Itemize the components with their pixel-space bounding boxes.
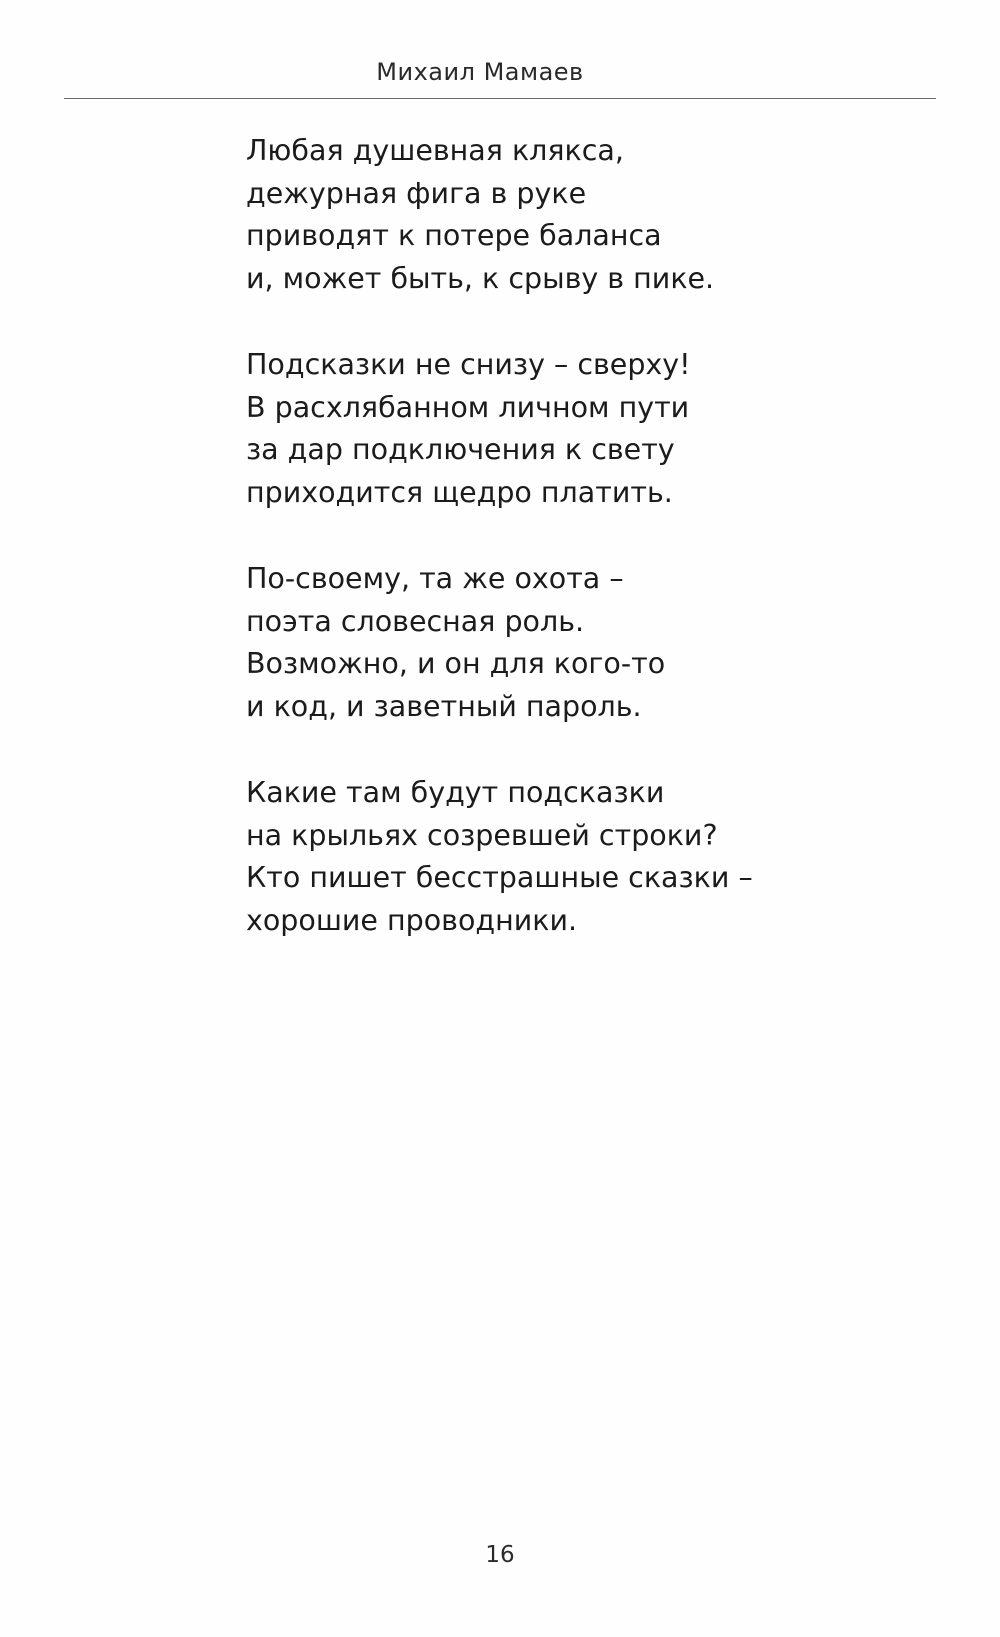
stanza-4 bbox=[246, 772, 806, 942]
poem-line: дежурная фига в руке bbox=[246, 176, 587, 210]
poem-line: По-своему, та же охота – bbox=[246, 562, 624, 595]
stanza-3 bbox=[246, 558, 806, 728]
poem-line: приходится щедро платить. bbox=[246, 475, 673, 509]
running-header-author: Михаил Мамаев bbox=[376, 58, 584, 86]
poem-line: и, может быть, к срыву в пике. bbox=[246, 261, 715, 295]
poem-line: Какие там будут подсказки bbox=[246, 776, 665, 809]
poem-line: В расхлябанном личном пути bbox=[246, 390, 690, 424]
poem-line: Кто пишет бесстрашные сказки – bbox=[246, 861, 753, 894]
poem-line: приводят к потере баланса bbox=[246, 219, 662, 252]
poem-line: поэта словесная роль. bbox=[246, 604, 585, 638]
poem-line: и код, и заветный пароль. bbox=[246, 689, 642, 723]
poem bbox=[246, 130, 806, 986]
stanza-1 bbox=[246, 130, 806, 300]
poem-line: на крыльях созревшей строки? bbox=[246, 818, 718, 852]
poem-line: хорошие проводники. bbox=[246, 903, 578, 937]
poem-line: за дар подключения к свету bbox=[246, 433, 675, 466]
page-number: 16 bbox=[485, 1542, 515, 1568]
stanza-2 bbox=[246, 344, 806, 514]
header-rule bbox=[64, 98, 936, 99]
poem-line: Подсказки не снизу – сверху! bbox=[246, 348, 691, 381]
poem-line: Возможно, и он для кого-то bbox=[246, 647, 666, 680]
poem-line: Любая душевная клякса, bbox=[246, 134, 624, 167]
